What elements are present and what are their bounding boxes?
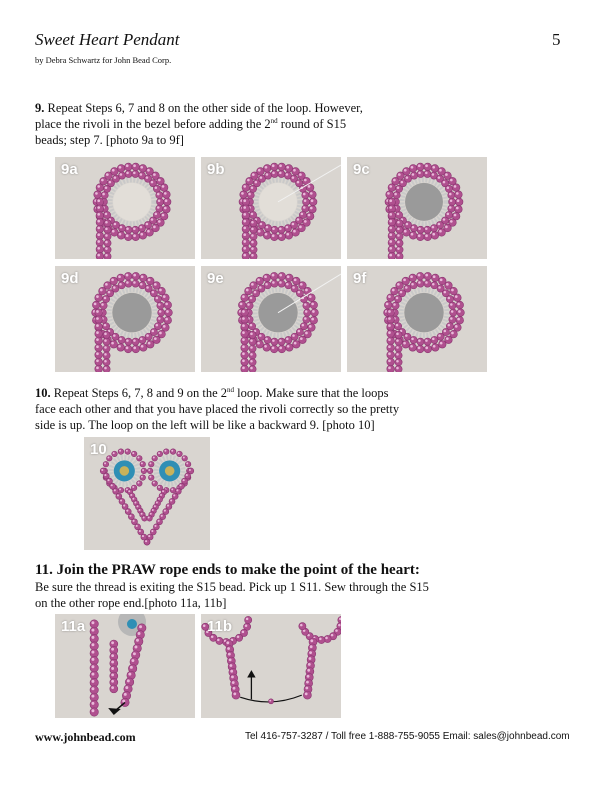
photo-10-label: 10 bbox=[90, 441, 107, 458]
step-9-number: 9. bbox=[35, 101, 45, 115]
byline: by Debra Schwartz for John Bead Corp. bbox=[35, 55, 172, 65]
photo-9c-label: 9c bbox=[353, 161, 370, 178]
photo-9e-label: 9e bbox=[207, 270, 224, 287]
photo-9d-label: 9d bbox=[61, 270, 79, 287]
photo-11b-label: 11b bbox=[207, 618, 233, 635]
step-10-number: 10. bbox=[35, 386, 51, 400]
photo-9a bbox=[55, 157, 195, 259]
photo-9b-label: 9b bbox=[207, 161, 225, 178]
photo-9f bbox=[347, 266, 487, 372]
photo-11a-label: 11a bbox=[61, 618, 86, 635]
photo-9e bbox=[201, 266, 341, 372]
photo-9d bbox=[55, 266, 195, 372]
step-9-text: 9. Repeat Steps 6, 7 and 8 on the other side of the loop. However, place the rivoli in the bezel before adding the 2nd round of S15 beads; step 7. [photo 9a to 9f] bbox=[35, 101, 363, 147]
photo-9c bbox=[347, 157, 487, 259]
footer-website: www.johnbead.com bbox=[35, 730, 136, 744]
photo-11b bbox=[201, 614, 341, 718]
step-11-heading: 11. Join the PRAW rope ends to make the point of the heart: bbox=[35, 562, 420, 578]
step-11-text: 11. Join the PRAW rope ends to make the point of the heart: Be sure the thread is exiting the S15 bead. Pick up 1 S11. Sew through the S15 on the other rope end.[photo 11a, 11b] bbox=[35, 562, 575, 611]
page-number: 5 bbox=[552, 30, 561, 49]
photo-11a bbox=[55, 614, 195, 718]
page-title: Sweet Heart Pendant bbox=[35, 30, 180, 49]
photo-9f-label: 9f bbox=[353, 270, 367, 287]
step-10-text: 10. Repeat Steps 6, 7, 8 and 9 on the 2nd loop. Make sure that the loops face each other and that you have placed the rivoli correctly so the pretty side is up. The loop on the left will be like a backward 9. [photo 10] bbox=[35, 385, 400, 432]
photo-9b bbox=[201, 157, 341, 259]
photo-10 bbox=[84, 437, 210, 550]
photo-9f-image bbox=[347, 266, 487, 372]
photo-9a-label: 9a bbox=[61, 161, 78, 178]
footer-contact: Tel 416-757-3287 / Toll free 1-888-755-9055 Email: sales@johnbead.com bbox=[245, 731, 570, 742]
